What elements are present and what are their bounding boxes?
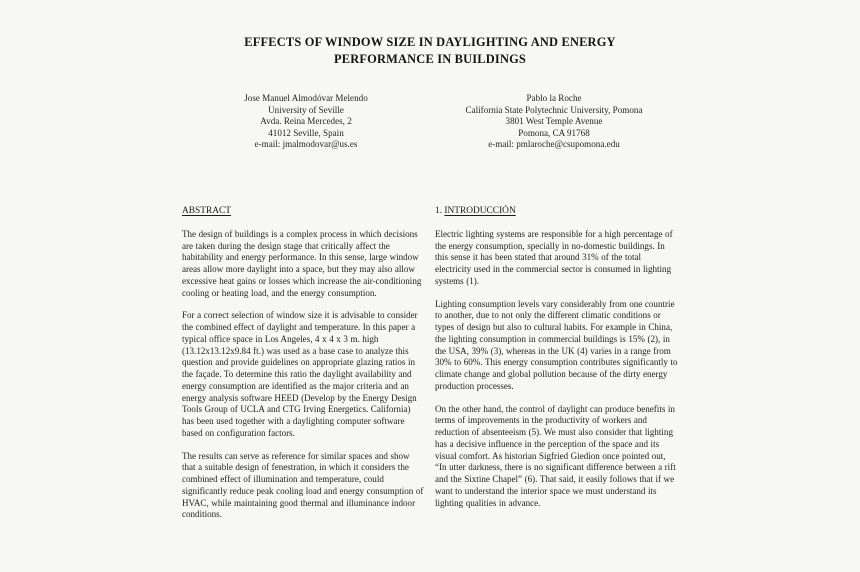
authors-block — [182, 93, 678, 151]
abstract-paragraph: The results can serve as reference for similar spaces and show that a suitable design of fenestration, in which it considers the combined effect of illumination and temperature, could significantly reduce peak cooling load and energy consumption of HVAC, while maintaining good thermal and illuminance indoor conditions. — [182, 450, 424, 520]
abstract-heading — [182, 205, 425, 217]
author-block-right — [430, 93, 678, 151]
abstract-paragraph: For a correct selection of window size it is advisable to consider the combined effect of daylight and temperature. In this paper a typical office space in Los Angeles, 4 x 4 x 3 m. high (13.12x13.12x9.84 ft.) was used as a base case to analyze this question and provide guidelines on appropriate glazing ratios in the façade. To determine this ratio the daylight availability and energy consumption are identified as the major criteria and an energy analysis software HEED (Develop by the Energy Design Tools Group of UCLA and CTG Irving Energetics. California) has been used together with a daylighting computer software based on configuration factors. — [182, 310, 418, 438]
abstract-heading-label: ABSTRACT — [182, 205, 231, 216]
author-city: 41012 Seville, Spain — [268, 127, 344, 138]
introduction-paragraph: Electric lighting systems are responsible for a high percentage of the energy consumption, specially in no-domestic buildings. In this sense it has been stated that around 31% of the total electricity used in the commercial sector is consumed in lighting systems (1). — [435, 228, 673, 286]
column-left — [182, 205, 425, 521]
introduction-heading-label: INTRODUCCIÓN — [444, 205, 516, 216]
introduction-paragraph: On the other hand, the control of daylight can produce benefits in terms of improvements in the productivity of workers and reduction of absenteeism (5). We must also consider that lighting has a decisive influence in the perception of the space and its visual comfort. As historian Sigfried Giedion once pointed out, “In utter darkness, there is no significant difference between a rift and the Sixtine Chapel” (6). That said, it easily follows that if we want to understand the interior space we must understand its lighting qualities in advance. — [435, 403, 676, 508]
title-block — [182, 0, 678, 68]
author-affiliation: California State Polytechnic University, Pomona — [465, 104, 643, 115]
column-right — [435, 205, 678, 521]
introduction-heading — [435, 205, 678, 217]
author-email: e-mail: pmlaroche@csupomona.edu — [488, 139, 620, 150]
abstract-paragraph: The design of buildings is a complex process in which decisions are taken during the design stage that critically affect the habitability and energy performance. In this sense, large window areas allow more daylight into a space, but they may also allow excessive heat gains or losses which increase the air-conditioning cooling or heating load, and the energy consumption. — [182, 228, 422, 298]
author-city: Pomona, CA 91768 — [518, 127, 590, 138]
introduction-heading-number: 1. — [435, 205, 445, 216]
author-email: e-mail: jmalmodovar@us.es — [254, 139, 358, 150]
page-content — [182, 0, 678, 521]
page-title: EFFECTS OF WINDOW SIZE IN DAYLIGHTING AND ENERGY PERFORMANCE IN BUILDINGS — [244, 35, 616, 66]
author-name: Pablo la Roche — [526, 93, 582, 103]
author-block-left — [182, 93, 430, 151]
author-affiliation: University of Seville — [268, 104, 344, 115]
author-address: Avda. Reina Mercedes, 2 — [260, 116, 352, 127]
introduction-paragraph: Lighting consumption levels vary considerably from one countrie to another, due to not only the different climatic conditions or types of design but also to cultural habits. For example in China, the lighting consumption in commercial buildings is 15% (2), in the USA, 39% (3), whereas in the UK (4) varies in a range from 30% to 60%. This energy consumption contributes significantly to climate change and global pollution because of the dirty energy production processes. — [435, 298, 678, 391]
author-address: 3801 West Temple Avenue — [505, 116, 603, 127]
author-name: Jose Manuel Almodóvar Melendo — [244, 93, 368, 103]
body-columns — [182, 205, 678, 521]
